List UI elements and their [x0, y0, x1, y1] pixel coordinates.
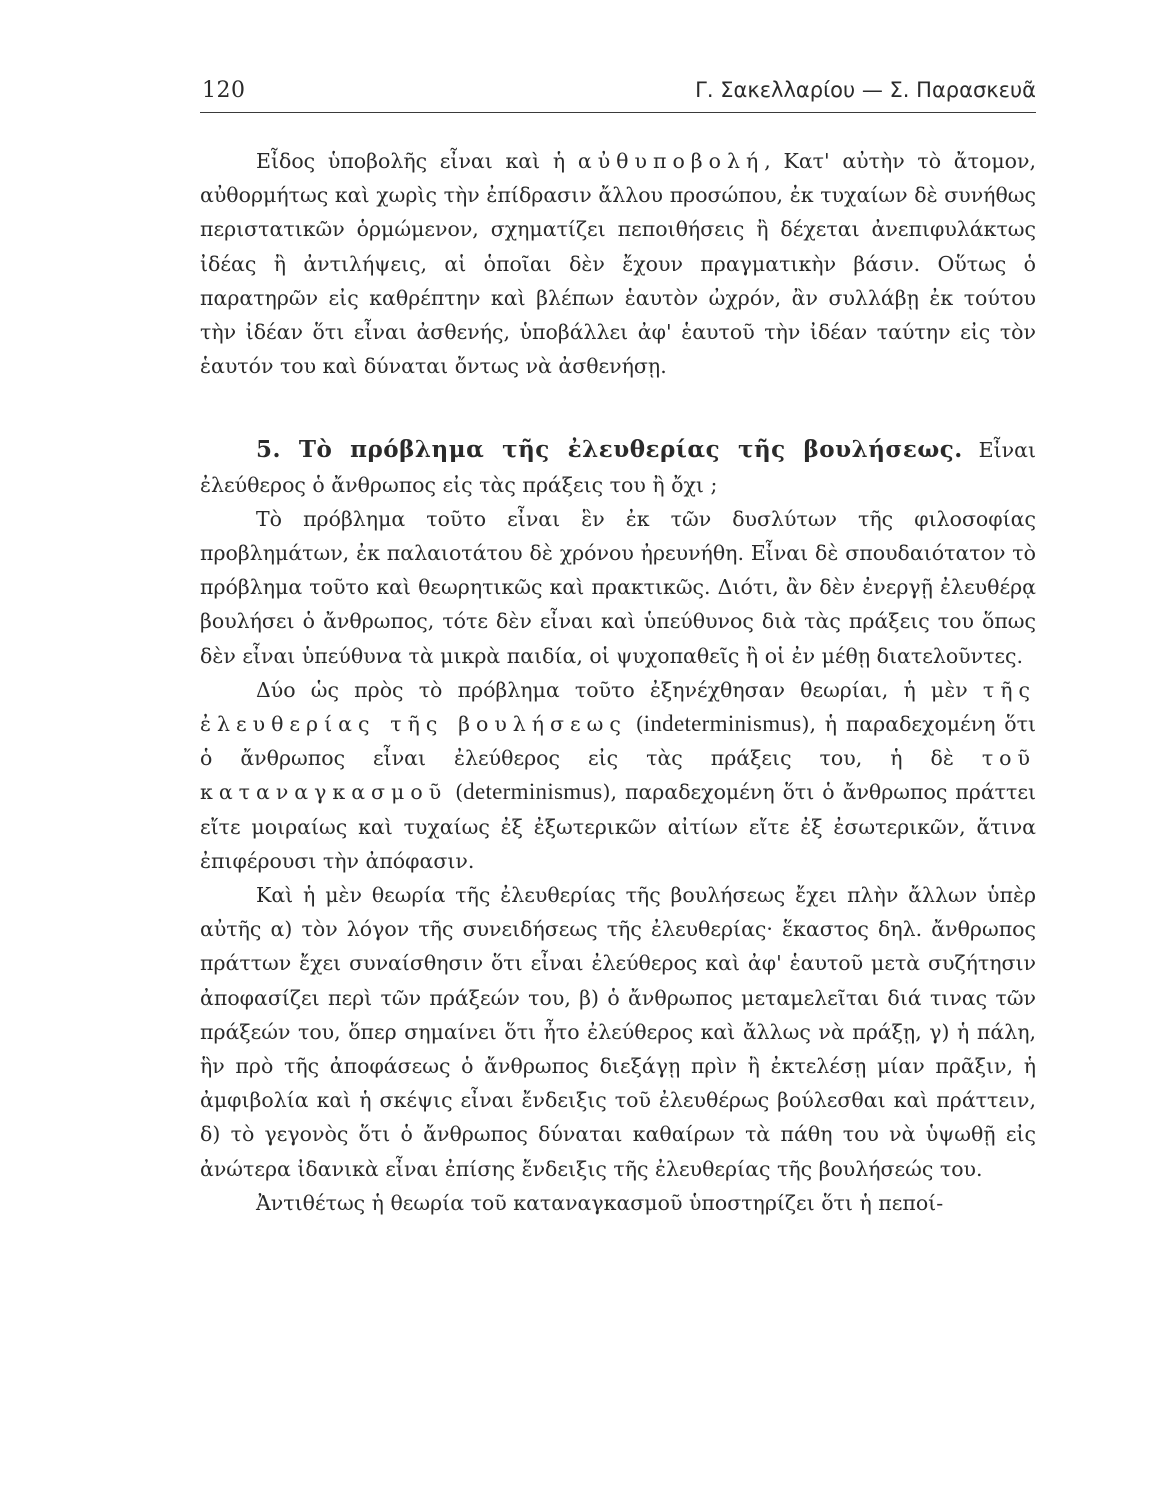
latin-term: indeterminismus — [643, 711, 802, 737]
page-number: 120 — [202, 78, 246, 103]
paragraph-text: ( — [447, 780, 464, 805]
paragraph-text: Εἶδος ὑποβολῆς εἶναι καὶ ἡ — [256, 149, 578, 173]
paragraph-determinism: Ἀντιθέτως ἡ θεωρία τοῦ καταναγκασμοῦ ὑποστηρίζει ὅτι ἡ πεποί- — [256, 1190, 944, 1215]
body-text — [200, 144, 1036, 1220]
section-title: 5. Τὸ πρόβλημα τῆς ἐλευθερίας τῆς βουλήσεως. — [256, 436, 963, 464]
emphasized-term: αὐθυποβολή — [577, 149, 765, 173]
paragraph-text: , Κατ' αὐτὴν τὸ ἄτομον, αὐθορμήτως καὶ χωρὶς τὴν ἐπίδρασιν ἄλλου προσώπου, ἐκ τυχαίων δὲ συνήθως περιστατικῶν ὁρμώμενον, σχηματίζει πεποιθήσεις ἢ δέχεται ἀνεπιφυλάκτως ἰδέας ἢ ἀντιλήψεις, αἱ ὁποῖαι δὲν ἔχουν πραγματικὴν βάσιν. Οὕτως ὁ παρατηρῶν εἰς καθρέπτην καὶ βλέπων ἑαυτὸν ὠχρόν, ἂν συλλάβῃ ἐκ τούτου τὴν ἰδέαν ὅτι εἶναι ἀσθενής, ὑποβάλλει ἀφ' ἑαυτοῦ τὴν ἰδέαν ταύτην εἰς τὸν ἑαυτόν του καὶ δύναται ὄντως νὰ ἀσθενήσῃ. — [200, 149, 1036, 379]
paragraph-problem: Τὸ πρόβλημα τοῦτο εἶναι ἓν ἐκ τῶν δυσλύτων τῆς φιλοσοφίας προβλημάτων, ἐκ παλαιοτάτου δὲ χρόνου ἠρευνήθη. Εἶναι δὲ σπουδαιότατον τὸ πρόβλημα τοῦτο καὶ θεωρητικῶς καὶ πρακτικῶς. Διότι, ἂν δὲν ἐνεργῇ ἐλευθέρᾳ βουλήσει ὁ ἄνθρωπος, τότε δὲν εἶναι καὶ ὑπεύθυνος διὰ τὰς πράξεις του ὅπως δὲν εἶναι ὑπεύθυνα τὰ μικρὰ παιδία, οἱ ψυχοπαθεῖς ἢ οἱ ἐν μέθῃ διατελοῦντες. — [200, 506, 1036, 668]
emphasized-term: τοῦ καταναγκασμοῦ — [200, 746, 1036, 805]
section-gap — [200, 383, 1036, 433]
paragraph-freedom-arguments: Καὶ ἡ μὲν θεωρία τῆς ἐλευθερίας τῆς βουλήσεως ἔχει πλὴν ἄλλων ὑπὲρ αὐτῆς α) τὸν λόγον τῆς συνειδήσεως τῆς ἐλευθερίας· ἕκαστος δηλ. ἄνθρωπος πράττων ἔχει συναίσθησιν ὅτι εἶναι ἐλεύθερος καὶ ἀφ' ἑαυτοῦ μετὰ συζήτησιν ἀποφασίζει περὶ τῶν πράξεών του, β) ὁ ἄνθρωπος μεταμελεῖται διά τινας τῶν πράξεών του, ὅπερ σημαίνει ὅτι ἦτο ἐλεύθερος καὶ ἄλλως νὰ πράξῃ, γ) ἡ πάλη, ἣν πρὸ τῆς ἀποφάσεως ὁ ἄνθρωπος διεξάγῃ πρὶν ἢ ἐκτελέσῃ μίαν πρᾶξιν, ἡ ἀμφιβολία καὶ ἡ σκέψις εἶναι ἔνδειξις τοῦ ἐλευθέρως βούλεσθαι καὶ πράττειν, δ) τὸ γεγονὸς ὅτι ὁ ἄνθρωπος δύναται καθαίρων τὰ πάθη του νὰ ὑψωθῇ εἰς ἀνώτερα ἰδανικὰ εἶναι ἐπίσης ἔνδειξις τῆς ἐλευθερίας τῆς βουλήσεώς του. — [200, 883, 1036, 1181]
paragraph-text: ( — [626, 712, 644, 737]
latin-term: determinismus — [463, 779, 603, 805]
running-title: Γ. Σακελλαρίου — Σ. Παρασκευᾶ — [695, 78, 1036, 102]
paragraph-text: ), παραδεχομένη ὅτι ὁ ἄνθρωπος πράττει εἴτε μοιραίως καὶ τυχαίως ἐξ ἐξωτερικῶν αἰτίων εἴτε ἐξ ἐσωτερικῶν, ἅτινα ἐπιφέρουσι τὴν ἀπόφασιν. — [200, 780, 1036, 873]
paragraph-text: Δύο ὡς πρὸς τὸ πρόβλημα τοῦτο ἐξηνέχθησαν θεωρίαι, ἡ μὲν — [256, 677, 983, 702]
paragraph-theories — [200, 673, 1036, 878]
page-header — [200, 72, 1036, 113]
paragraph-text: Εἶναι ἐλεύθερος ὁ ἄνθρωπος εἰς τὰς πράξεις του ἢ ὄχι ; — [200, 438, 1036, 497]
emphasized-term: τῆς ἐλευθερίας τῆς βουλήσεως — [200, 677, 1036, 737]
paragraph-autosuggestion — [200, 144, 1036, 383]
paragraph-text: ), ἡ παραδεχομένη ὅτι ὁ ἄνθρωπος εἶναι ἐλεύθερος εἰς τὰς πράξεις του, ἡ δὲ — [200, 712, 1036, 771]
paragraph-section-5 — [200, 433, 1036, 501]
